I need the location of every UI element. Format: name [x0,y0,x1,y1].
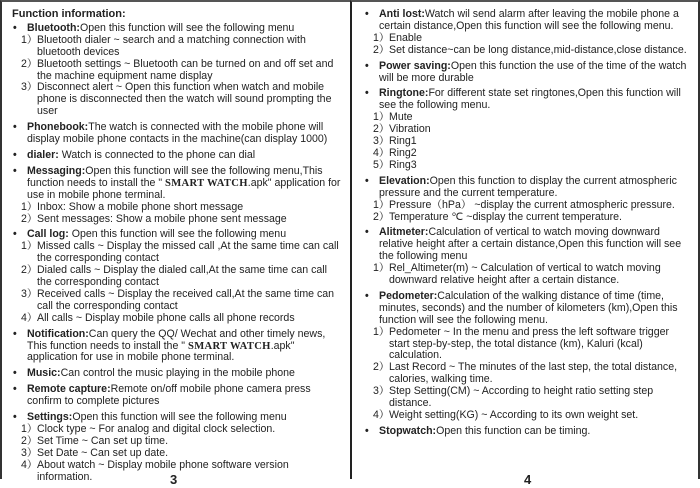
bullet-icon: • [13,327,17,340]
section-text [27,384,344,408]
section-title: Ringtone: [379,87,429,100]
item-text: Bluetooth settings ~ Bluetooth can be turned on and off set and the machine equipment name display [37,57,334,82]
section-settings [12,412,344,483]
section-title: Phonebook: [27,121,89,134]
item-number: 1） [21,200,38,213]
bullet-icon: • [13,228,17,241]
section-text [379,426,692,438]
right-page-content [364,9,692,442]
item-number: 2） [21,57,38,70]
item-number: 2） [21,264,38,277]
section-text [27,150,344,162]
item-text: All calls ~ Display mobile phone calls all phone records [37,311,295,324]
item-text: Weight setting(KG) ~ According to its own weight set. [389,409,639,421]
item-number: 2） [373,123,390,136]
bullet-icon: • [365,226,369,239]
section-messaging [12,166,344,226]
menu-item [369,160,692,172]
section-alitmeter [364,227,692,287]
section-dialer [12,150,344,162]
left-page-content [12,9,344,488]
section-phonebook [12,122,344,146]
section-text [379,61,692,85]
section-desc: Can control the music playing in the mobile phone [60,367,295,380]
menu-item [369,327,692,363]
section-desc: Open this function the use of the time of the watch will be more durable [379,59,687,84]
menu-item [369,136,692,148]
bullet-icon: • [13,411,17,424]
section-title: Bluetooth: [27,21,80,34]
item-number: 5） [373,158,390,171]
item-number: 1） [21,240,38,253]
section-title: Messaging: [27,164,86,177]
section-text [379,9,692,33]
menu-item [369,124,692,136]
section-title: Power saving: [379,59,451,72]
section-power-saving [364,61,692,85]
section-bluetooth [12,23,344,118]
item-text: Missed calls ~ Display the missed call ,At the same time can call the corresponding contact [37,240,339,265]
section-notification [12,329,344,365]
menu-item [17,59,344,83]
bullet-icon: • [13,367,17,380]
item-text: Rel_Altimeter(m) ~ Calculation of vertical to watch moving downward relative height after a certain distance. [389,262,661,287]
section-anti-lost [364,9,692,57]
section-text [27,368,344,380]
section-desc: Remote on/off mobile phone camera press confirm to complete pictures [27,383,311,408]
item-text: Inbox: Show a mobile phone short message [37,200,244,213]
bullet-icon: • [365,59,369,72]
section-title: Notification: [27,327,89,340]
item-text: Sent messages: Show a mobile phone sent message [37,212,287,225]
item-text: Set Time ~ Can set up time. [37,434,169,447]
menu-item [369,410,692,422]
section-elevation [364,176,692,224]
section-ringtone [364,88,692,171]
menu-item [369,212,692,224]
item-text: Mute [389,111,413,124]
section-desc: Watch is connected to the phone can dial [58,148,256,161]
menu-item [369,386,692,410]
item-number: 3） [21,446,38,459]
item-text: Ring1 [389,135,417,148]
page-number: 3 [170,472,178,487]
section-desc: Open this function can be timing. [436,424,591,437]
menu-item [17,35,344,59]
right-page [350,0,700,487]
section-text [379,176,692,200]
app-name: SMART WATCH [188,340,271,352]
item-text: Bluetooth dialer ~ search and a matching connection with bluetooth devices [37,33,306,58]
item-number: 4） [21,311,38,324]
menu-item [17,289,344,313]
section-desc: Open this function will see the following menu [79,21,295,34]
bullet-icon: • [13,164,17,177]
item-number: 1） [373,198,390,211]
section-title: Elevation: [379,174,430,187]
section-stopwatch [364,426,692,438]
section-desc: Open this function to display the current atmospheric pressure and the current temperature. [379,174,677,199]
app-name: SMART WATCH [165,177,248,189]
menu-item [17,214,344,226]
item-number: 4） [373,409,390,421]
section-text [27,122,344,146]
section-title: Pedometer: [379,289,438,302]
section-desc: Watch wil send alarm after leaving the mobile phone a certain distance,Open this function will see the following menu. [379,8,679,32]
item-number: 2） [21,434,38,447]
section-remote-capture [12,384,344,408]
section-title: Alitmeter: [379,226,429,239]
section-title: Anti lost: [379,8,425,20]
menu-item [17,241,344,265]
section-desc: For different state set ringtones,Open this function will see the following menu. [379,87,681,112]
section-desc: Calculation of the walking distance of time (time, minutes, seconds) and the number of kilometers (km),Open this function will see the following menu. [379,289,678,326]
bullet-icon: • [365,87,369,100]
left-page [0,0,350,487]
item-text: Pedometer ~ In the menu and press the left software trigger start step-by-step, the total distance (km), Kaluri (kcal) calculation. [389,325,670,362]
section-desc: Calculation of vertical to watch moving downward relative height after a certain distance,Open this function will see the following menu [379,226,682,263]
item-number: 1） [21,33,38,46]
item-text: Dialed calls ~ Display the dialed call,At the same time can call the corresponding contact [37,264,327,289]
item-text: Disconnect alert ~ Open this function when watch and mobile phone is disconnected then the watch will sound prompting the user [37,81,332,118]
item-number: 2） [21,212,38,225]
item-number: 1） [373,262,390,275]
section-call-log [12,229,344,324]
item-text: Set Date ~ Can set up date. [37,446,169,459]
section-text [379,88,692,112]
section-title: dialer: [27,148,59,161]
item-number: 1） [373,111,390,124]
bullet-icon: • [13,383,17,396]
section-title: Remote capture: [27,383,111,396]
section-desc: Open this function will see the following menu [68,228,287,241]
menu-item [17,460,344,484]
bullet-icon: • [365,8,369,20]
section-desc: .apk" application for use in mobile phone terminal. [27,176,341,201]
section-desc: Open this function will see the following menu [72,411,287,424]
section-title: Music: [27,367,61,380]
section-title: Stopwatch: [379,424,437,437]
item-text: Enable [389,31,422,44]
menu-item [369,45,692,57]
item-text: Ring2 [389,146,417,159]
bullet-icon: • [13,21,17,34]
item-text: Last Record ~ The minutes of the last step, the total distance, calories, walking time. [389,361,678,386]
section-music [12,368,344,380]
section-text [27,329,344,365]
section-desc: Can query the QQ/ Wechat and other timely news, This function needs to install the " [27,327,326,352]
bullet-icon: • [365,289,369,302]
section-title: Call log: [27,228,69,241]
bullet-icon: • [365,424,369,437]
bullet-icon: • [13,121,17,134]
item-text: Step Setting(CM) ~ According to height ratio setting step distance. [389,385,654,410]
section-desc: Open this function will see the following menu,This function needs to install the " [27,164,323,189]
item-text: Temperature ℃ ~display the current temperature. [389,210,623,223]
menu-item [17,82,344,118]
item-number: 3） [373,135,390,148]
function-info-heading: Function information: [12,8,126,20]
item-number: 2） [373,43,390,56]
item-text: Clock type ~ For analog and digital clock selection. [37,423,276,435]
menu-item [17,265,344,289]
item-text: Vibration [389,123,431,136]
section-text [379,227,692,263]
item-text: Set distance~can be long distance,mid-distance,close distance. [389,43,687,56]
menu-item [369,148,692,160]
bullet-icon: • [13,148,17,161]
item-text: Received calls ~ Display the received call,At the same time can call the corresponding contact [37,287,335,312]
item-number: 1） [373,31,390,44]
item-number: 3） [373,385,390,398]
item-text: About watch ~ Display mobile phone software version information. [37,458,289,483]
item-number: 1） [21,423,38,435]
page-number: 4 [524,472,532,487]
item-number: 4） [21,458,38,471]
menu-item [369,263,692,287]
item-text: Pressure（hPa） ~display the current atmospheric pressure. [389,198,675,211]
item-number: 2） [373,361,390,374]
section-desc: .apk" application for use in mobile phone terminal. [27,339,295,364]
section-text [27,166,344,202]
section-desc: The watch is connected with the mobile phone will display mobile phone contacts in the machine(can display 1000) [27,121,328,146]
item-number: 3） [21,81,38,94]
menu-item [17,313,344,325]
item-number: 1） [373,325,390,338]
section-pedometer [364,291,692,422]
item-text: Ring3 [389,158,417,171]
menu-item [369,362,692,386]
section-text [379,291,692,327]
item-number: 4） [373,146,390,159]
item-number: 3） [21,287,38,300]
item-number: 2） [373,210,390,223]
section-title: Settings: [27,411,73,424]
bullet-icon: • [365,174,369,187]
